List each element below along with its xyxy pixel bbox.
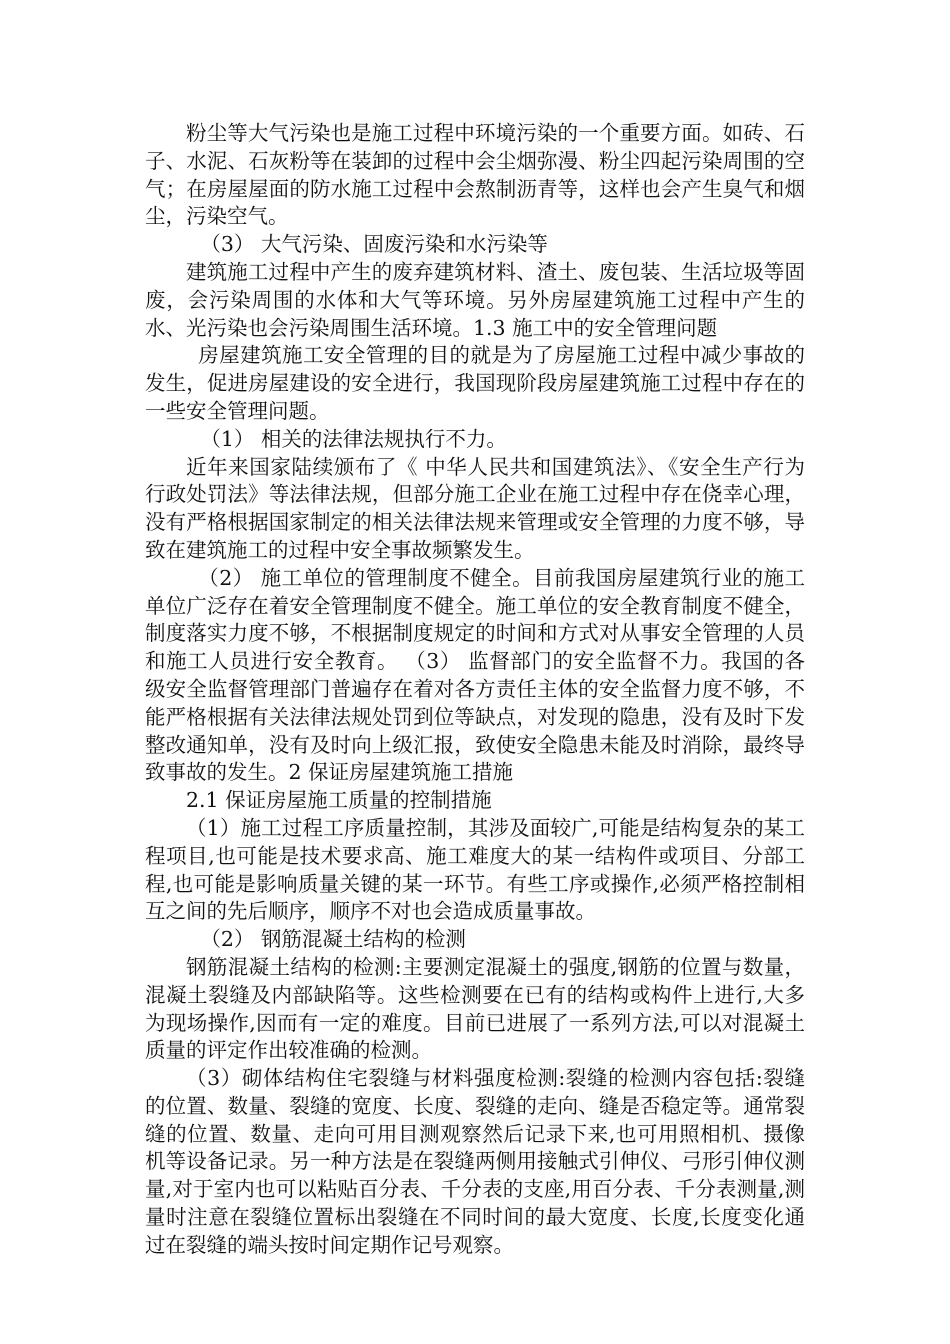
paragraph-process-quality-control: （1）施工过程工序质量控制，其涉及面较广,可能是结构复杂的某工程项目,也可能是技术要求高、施工难度大的某一结构件或项目、分部工程,也可能是影响质量关键的某一环节。有些工序或操作,必须严格控制相互之间的先后顺序，顺序不对也会造成质量事故。 [145,815,805,924]
paragraph-construction-waste: 建筑施工过程中产生的废弃建筑材料、渣土、废包装、生活垃圾等固废，会污染周围的水体和大气等环境。另外房屋建筑施工过程中产生的水、光污染也会污染周围生活环境。1.3 施工中的安全管理问题 [145,259,805,340]
paragraph-concrete-testing: 钢筋混凝土结构的检测:主要测定混凝土的强度,钢筋的位置与数量，混凝土裂缝及内部缺陷等。这些检测要在已有的结构或构件上进行,大多为现场操作,因而有一定的难度。目前已进展了一系列方法,可以对混凝土质量的评定作出较准确的检测。 [145,954,805,1063]
paragraph-safety-management: 房屋建筑施工安全管理的目的就是为了房屋施工过程中减少事故的发生，促进房屋建设的安全进行，我国现阶段房屋建筑施工过程中存在的一些安全管理问题。 [145,343,805,423]
heading-quality-control-measures: 2.1 保证房屋施工质量的控制措施 [186,788,492,813]
heading-laws-enforcement: （1） 相关的法律法规执行不力。 [200,426,507,451]
heading-concrete-testing: （2） 钢筋混凝土结构的检测 [200,927,466,952]
paragraph-management-system: （2） 施工单位的管理制度不健全。目前我国房屋建筑行业的施工单位广泛存在着安全管理制度不健全。施工单位的安全教育制度不健全，制度落实力度不够，不根据制度规定的时间和方式对从事安全管理的人员和施工人员进行安全教育。 （3） 监督部门的安全监督不力。我国的各级安全监督管理部门普遍存在着对各方责任主体的安全监督力度不够，不能严格根据有关法律法规处罚到位等缺点，对发现的隐患，没有及时下发整改通知单，没有及时向上级汇报，致使安全隐患未能及时消除，最终导致事故的发生。2 保证房屋建筑施工措施 [145,565,805,785]
document-body [145,120,805,1260]
paragraph-dust-pollution: 粉尘等大气污染也是施工过程中环境污染的一个重要方面。如砖、石子、水泥、石灰粉等在装卸的过程中会尘烟弥漫、粉尘四起污染周围的空气；在房屋屋面的防水施工过程中会熬制沥青等，这样也会产生臭气和烟尘，污染空气。 [145,121,805,229]
paragraph-masonry-crack-testing: （3）砌体结构住宅裂缝与材料强度检测:裂缝的检测内容包括:裂缝的位置、数量、裂缝的宽度、长度、裂缝的走向、缝是否稳定等。通常裂缝的位置、数量、走向可用目测观察然后记录下来,也可用照相机、摄像机等设备记录。另一种方法是在裂缝两侧用接触式引伸仪、弓形引伸仪测量,对于室内也可以粘贴百分表、千分表的支座,用百分表、千分表测量,测量时注意在裂缝位置标出裂缝在不同时间的最大宽度、长度,长度变化通过在裂缝的端头按时间定期作记号观察。 [145,1066,805,1257]
paragraph-laws-detail: 近年来国家陆续颁布了《 中华人民共和国建筑法》、《安全生产行为行政处罚法》等法律法规，但部分施工企业在施工过程中存在侥幸心理，没有严格根据国家制定的相关法律法规来管理或安全管理的力度不够，导致在建筑施工的过程中安全事故频繁发生。 [145,454,805,562]
heading-air-solid-water-pollution: （3） 大气污染、固废污染和水污染等 [200,232,548,257]
